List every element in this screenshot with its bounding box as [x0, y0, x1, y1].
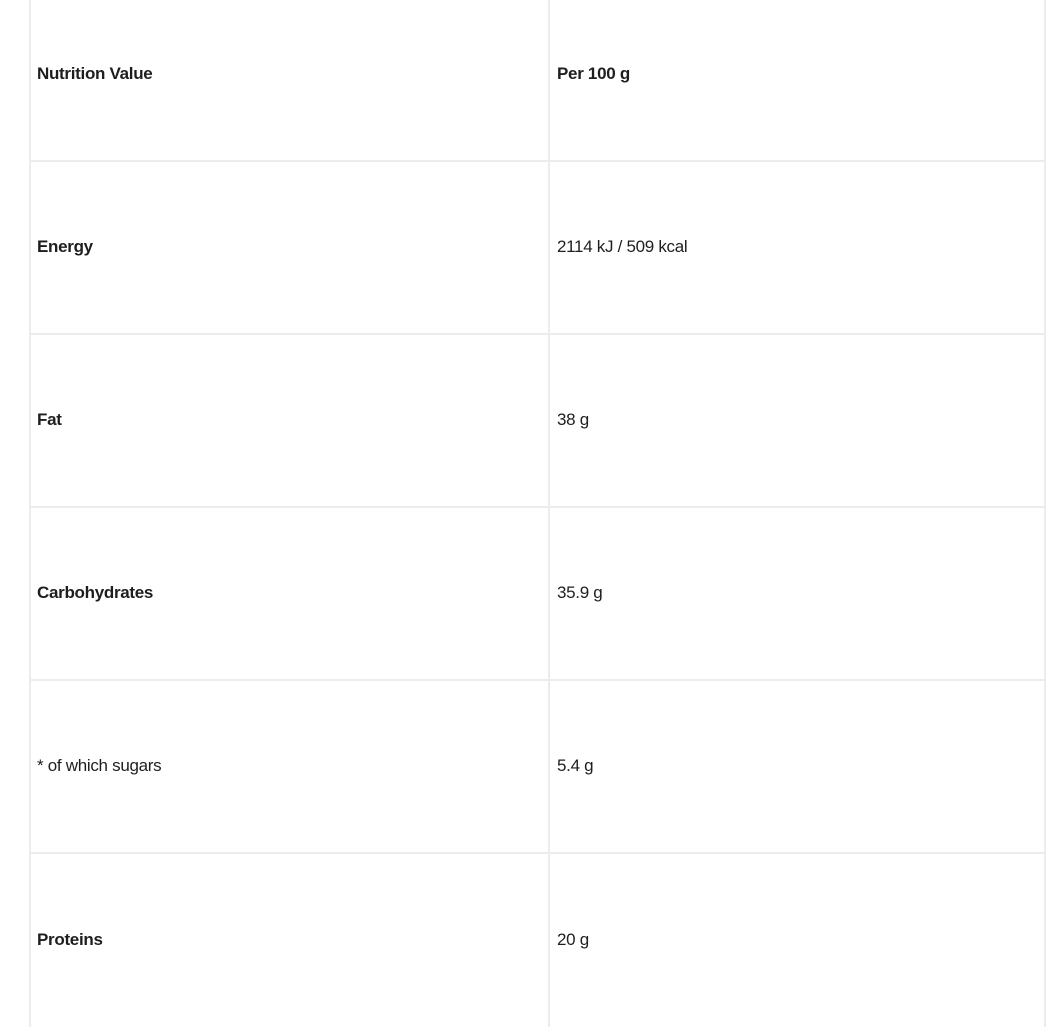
row-value: 20 g	[557, 930, 589, 950]
row-value: 35.9 g	[557, 583, 603, 603]
table-row	[31, 508, 1044, 681]
header-per-100g: Per 100 g	[557, 64, 630, 84]
row-label: Carbohydrates	[31, 508, 550, 679]
row-value: 5.4 g	[557, 756, 594, 776]
row-label: Proteins	[31, 854, 550, 1027]
header-nutrition-value: Nutrition Value	[31, 0, 550, 160]
row-label: Fat	[31, 335, 550, 506]
row-label: Energy	[31, 162, 550, 333]
row-value: 38 g	[557, 410, 589, 430]
row-value: 2114 kJ / 509 kcal	[557, 237, 688, 257]
table-row	[31, 681, 1044, 854]
table-row	[31, 162, 1044, 335]
table-row	[31, 335, 1044, 508]
table-header-row	[31, 0, 1044, 162]
row-label: * of which sugars	[31, 681, 550, 852]
nutrition-table	[29, 0, 1046, 1027]
table-row	[31, 854, 1044, 1027]
